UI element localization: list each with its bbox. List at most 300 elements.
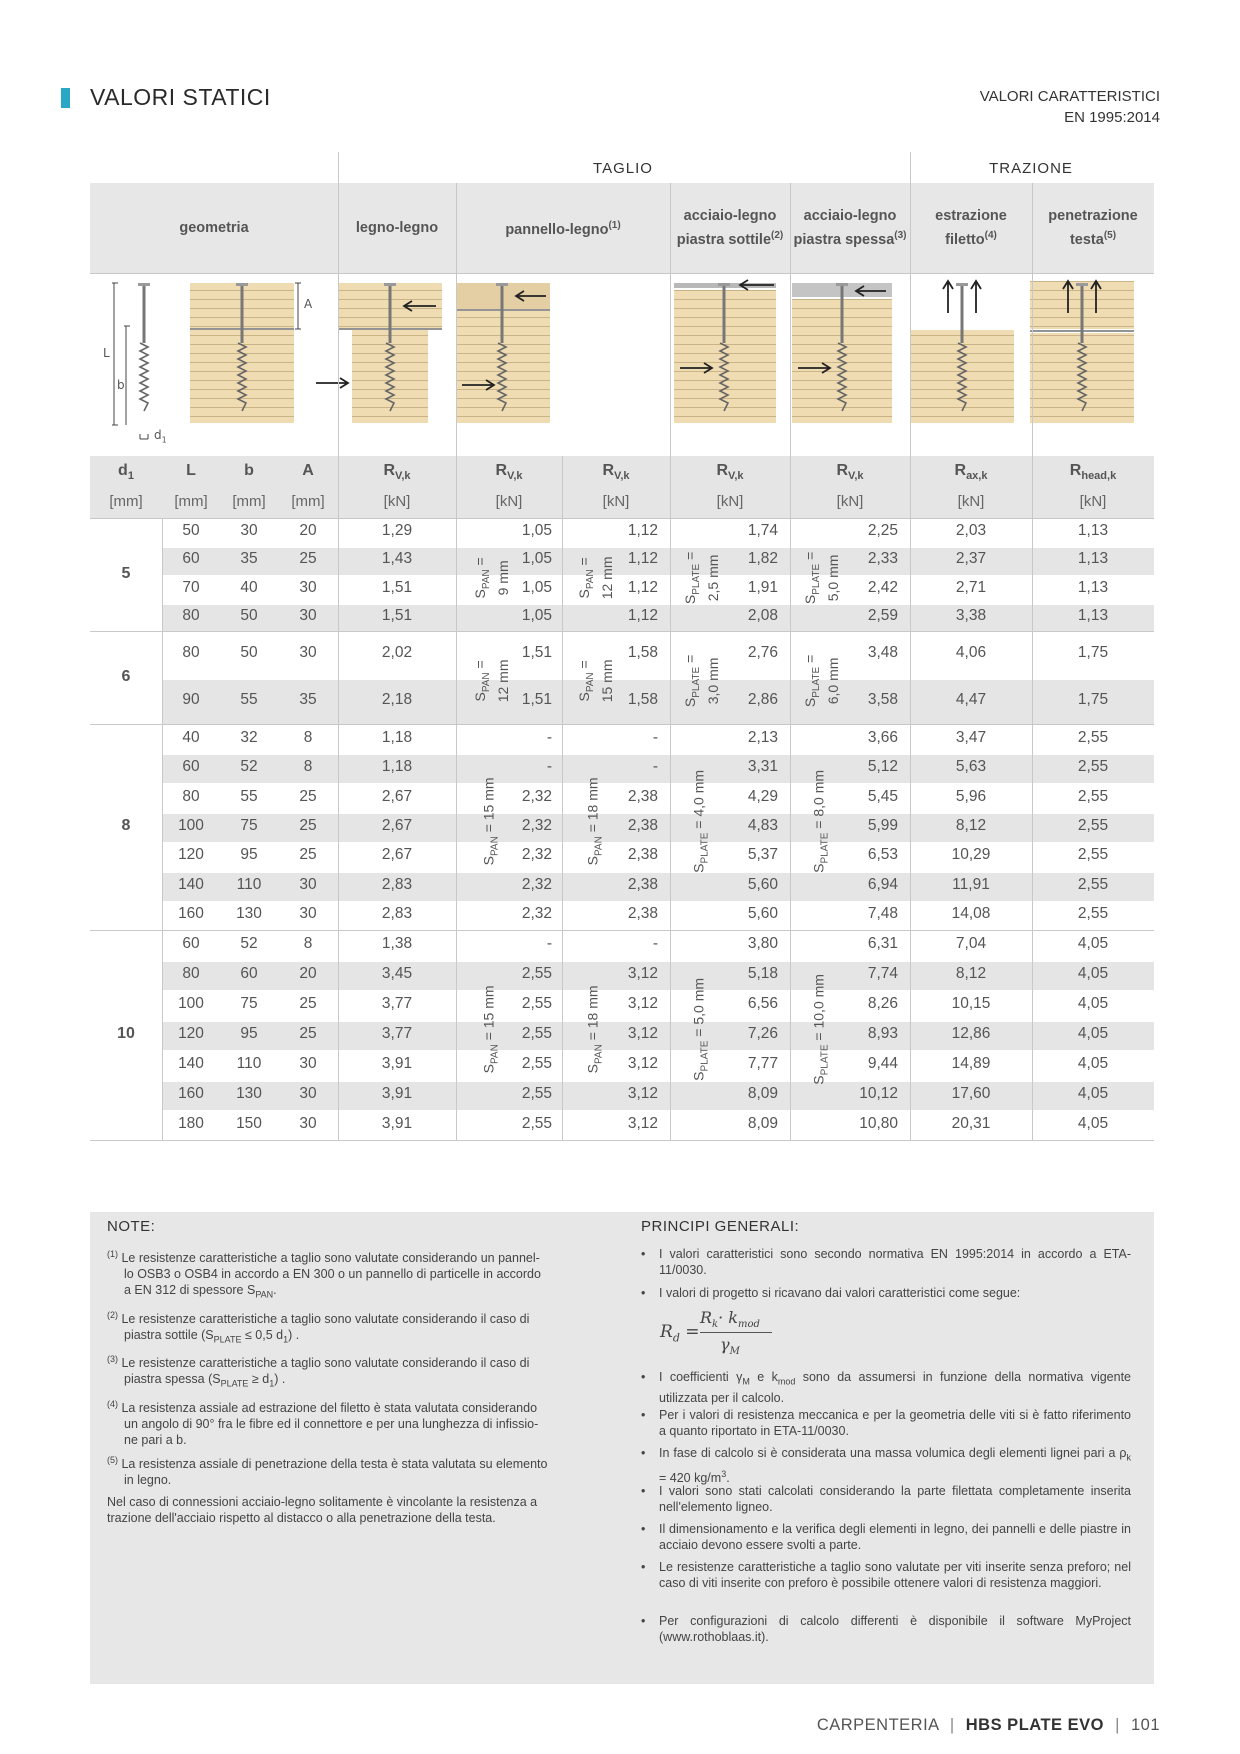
table-cell-A: 30 xyxy=(299,1085,317,1102)
table-cell-st: 7,77 xyxy=(747,1055,778,1072)
divider xyxy=(162,518,163,1140)
divider xyxy=(910,152,911,1140)
table-cell-rhead: 4,05 xyxy=(1077,1115,1109,1132)
wood-wood-diagram xyxy=(316,283,442,423)
table-cell-L: 80 xyxy=(182,606,200,624)
table-cell-b: 130 xyxy=(236,1085,262,1102)
table-cell-pw: - xyxy=(546,758,552,776)
table-cell-sp: 5,45 xyxy=(867,787,898,805)
diameter-value: 8 xyxy=(121,817,131,834)
table-cell-st: 2,86 xyxy=(747,690,778,708)
diameter-value: 6 xyxy=(121,667,131,685)
table-cell-st: 4,29 xyxy=(747,787,778,805)
table-cell-pw: 2,32 xyxy=(521,787,552,805)
diagram-label-a: A xyxy=(304,297,313,311)
footer-product: HBS PLATE EVO xyxy=(965,1716,1104,1734)
table-cell-rax: 11,91 xyxy=(952,875,990,893)
table-cell-L: 140 xyxy=(178,1055,204,1072)
table-cell-pw2: 1,12 xyxy=(627,606,658,624)
unit-l: [mm] xyxy=(174,493,208,510)
diagram-label-l: L xyxy=(103,346,110,360)
title-accent-bar xyxy=(61,88,70,108)
divider xyxy=(90,724,1154,725)
table-cell-b: 30 xyxy=(240,522,258,540)
table-cell-sp: 6,94 xyxy=(867,875,898,893)
table-cell-sp: 7,74 xyxy=(867,965,898,982)
table-cell-pw: - xyxy=(546,935,552,952)
table-cell-L: 70 xyxy=(182,578,200,596)
table-cell-pw2: 3,12 xyxy=(627,1025,658,1042)
table-cell-pw2: 2,38 xyxy=(627,846,658,864)
table-cell-pw: 2,55 xyxy=(521,1085,552,1102)
table-cell-rax: 20,31 xyxy=(951,1115,991,1132)
table-cell-st: 8,09 xyxy=(747,1115,778,1132)
table-cell-rhead: 4,05 xyxy=(1077,1055,1109,1072)
span-plate-label: $S_{PLATE} = 10,0$ mm xyxy=(810,974,831,1085)
table-cell-sp: 2,25 xyxy=(867,522,898,540)
table-cell-L: 90 xyxy=(182,690,200,708)
unit-ww: [kN] xyxy=(383,493,411,510)
table-cell-A: 8 xyxy=(303,935,313,952)
divider xyxy=(90,631,1154,632)
table-cell-b: 130 xyxy=(236,905,262,923)
table-cell-rhead: 1,13 xyxy=(1077,606,1109,624)
divider xyxy=(90,518,1154,519)
note-3: $^{(3)}$ Le resistenze caratteristiche a taglio sono valutate considerando il caso di piastra spessa $(S_{PLATE} \ge d_1)$ . xyxy=(107,1354,530,1389)
table-cell-A: 25 xyxy=(299,846,317,864)
unit-rax: [kN] xyxy=(957,493,985,510)
table-cell-st: 2,13 xyxy=(747,728,778,746)
table-cell-sp: 5,12 xyxy=(867,758,898,776)
table-cell-A: 25 xyxy=(299,1025,317,1042)
table-cell-pw2: 3,12 xyxy=(627,1085,658,1102)
table-cell-A: 30 xyxy=(299,875,317,893)
table-cell-b: 52 xyxy=(240,758,258,776)
principle-6: • I valori sono stati calcolati considerando la parte filettata completamente inserita nell'elemento ligneo. xyxy=(659,1483,1131,1515)
notes-list xyxy=(107,1246,597,1526)
table-cell-b: 75 xyxy=(240,995,258,1012)
page-title: VALORI STATICI xyxy=(90,84,271,110)
table-cell-L: 80 xyxy=(182,965,200,982)
principle-9: • Per configurazioni di calcolo differenti è disponibile il software MyProject (www.rothoblaas.it). xyxy=(659,1613,1131,1645)
table-cell-pw: 1,05 xyxy=(521,550,552,568)
sym-rvk-sp: $R_{V,k}$ xyxy=(836,462,864,483)
table-cell-b: 110 xyxy=(236,875,262,893)
table-cell-ww: 1,51 xyxy=(381,606,413,624)
table-cell-ww: 1,18 xyxy=(381,758,413,776)
divider xyxy=(338,152,339,1140)
principle-8: • Le resistenze caratteristiche a taglio sono valutate per viti inserite senza preforo; nel caso di viti inserite con preforo è possibile ottenere valori di resistenza maggiori. xyxy=(659,1559,1131,1591)
table-cell-rhead: 2,55 xyxy=(1077,905,1109,923)
table-cell-b: 60 xyxy=(240,965,258,982)
sym-rvk-st: $R_{V,k}$ xyxy=(716,462,744,483)
table-cell-L: 140 xyxy=(178,875,204,893)
table-cell-sp: 3,66 xyxy=(867,728,898,746)
table-cell-A: 20 xyxy=(299,965,317,982)
table-cell-pw: 2,32 xyxy=(521,905,552,923)
table-cell-st: 5,60 xyxy=(747,875,778,893)
principle-2: • I valori di progetto si ricavano dai valori caratteristici come segue: xyxy=(659,1285,1131,1301)
table-cell-pw: 1,51 xyxy=(521,690,552,708)
table-cell-st: 1,91 xyxy=(747,578,778,596)
design-formula: $R_d$ = $R_k\cdot k_{mod}$ $\gamma_M$ xyxy=(660,1306,820,1358)
standard-line-2: EN 1995:2014 xyxy=(1064,109,1160,126)
table-cell-rax: 17,60 xyxy=(951,1085,991,1102)
table-cell-st: 5,37 xyxy=(747,846,778,864)
sym-d1: $d_1$ xyxy=(118,462,134,483)
divider xyxy=(1032,183,1033,1140)
table-cell-pw: 2,55 xyxy=(521,965,552,982)
table-cell-sp: 6,31 xyxy=(867,935,898,952)
table-cell-sp: 2,59 xyxy=(867,606,898,624)
table-cell-A: 30 xyxy=(299,1055,317,1072)
divider xyxy=(790,183,791,1140)
span-pan-label: $S_{PAN} = 18$ mm xyxy=(584,777,605,866)
divider xyxy=(562,456,563,1140)
table-cell-rhead: 1,75 xyxy=(1077,690,1109,708)
table-cell-pw: 1,05 xyxy=(521,578,552,596)
table-cell-A: 30 xyxy=(299,905,317,923)
table-cell-pw: 2,32 xyxy=(521,875,552,893)
note-5: $^{(5)}$ La resistenza assiale di penetrazione della testa è stata valutata su elemento in legno. xyxy=(107,1455,548,1488)
table-cell-L: 160 xyxy=(178,1085,204,1102)
table-cell-A: 25 xyxy=(299,550,317,568)
table-cell-ww: 1,51 xyxy=(381,578,413,596)
table-cell-rhead: 2,55 xyxy=(1077,728,1109,746)
table-cell-rax: 2,37 xyxy=(955,550,987,568)
table-cell-rax: 8,12 xyxy=(955,817,987,834)
table-cell-L: 50 xyxy=(182,522,200,540)
page-number: 101 xyxy=(1130,1716,1160,1734)
table-cell-rhead: 1,13 xyxy=(1077,550,1109,568)
table-cell-ww: 3,45 xyxy=(381,965,413,982)
table-cell-rax: 10,15 xyxy=(951,995,991,1012)
col-head-steel-thin: acciaio-legno piastra sottile$^{(2)}$ xyxy=(676,207,784,248)
table-cell-ww: 1,18 xyxy=(381,728,413,746)
table-cell-L: 180 xyxy=(178,1115,204,1132)
unit-pw1: [kN] xyxy=(495,493,523,510)
panel-wood-diagram xyxy=(456,283,550,423)
table-cell-rax: 5,96 xyxy=(955,787,987,805)
table-cell-pw: 1,05 xyxy=(521,522,552,540)
table-cell-pw2: 2,38 xyxy=(627,817,658,834)
footer-section: CARPENTERIA xyxy=(816,1716,939,1734)
table-cell-st: 2,76 xyxy=(747,644,778,662)
unit-sp: [kN] xyxy=(836,493,864,510)
table-cell-L: 120 xyxy=(178,846,204,864)
table-cell-A: 25 xyxy=(299,787,317,805)
col-head-panel-wood: pannello-legno$^{(1)}$ xyxy=(505,220,621,238)
table-cell-A: 25 xyxy=(299,995,317,1012)
span-pan-label: $S_{PAN}$ = 9 mm xyxy=(472,556,511,599)
table-cell-st: 3,80 xyxy=(747,935,778,952)
standard-line-1: VALORI CARATTERISTICI xyxy=(979,88,1160,105)
table-cell-pw2: 2,38 xyxy=(627,787,658,805)
principle-4: • Per i valori di resistenza meccanica e per la geometria delle viti si è fatto riferimento a quanto riportato in ETA-11/0030. xyxy=(659,1407,1131,1439)
table-cell-rax: 4,06 xyxy=(955,644,987,662)
table-cell-sp: 7,48 xyxy=(867,905,898,923)
span-plate-label: $S_{PLATE}$ = 6,0 mm xyxy=(802,654,841,707)
steel-thin-plate-diagram xyxy=(674,280,776,423)
table-cell-pw2: - xyxy=(652,728,658,746)
sym-rvk-ww: $R_{V,k}$ xyxy=(383,462,411,483)
principle-3: • I coefficienti $\gamma_M$ e $k_{mod}$ sono da assumersi in funzione della normativa vigente utilizzata per il calcolo. xyxy=(659,1369,1131,1406)
table-cell-ww: 2,02 xyxy=(381,644,413,662)
pullthrough-diagram xyxy=(1030,281,1134,423)
table-cell-pw2: 1,12 xyxy=(627,578,658,596)
table-cell-pw: 1,51 xyxy=(521,644,552,662)
divider xyxy=(456,183,457,1140)
table-cell-b: 52 xyxy=(240,935,258,952)
table-cell-b: 50 xyxy=(240,644,258,662)
table-cell-A: 25 xyxy=(299,817,317,834)
table-cell-rax: 10,29 xyxy=(951,846,991,864)
table-cell-A: 30 xyxy=(299,578,317,596)
table-cell-ww: 2,67 xyxy=(381,817,413,834)
span-pan-label: $S_{PAN} = 18$ mm xyxy=(584,985,605,1074)
category-tension: TRAZIONE xyxy=(989,160,1073,177)
table-cell-rhead: 2,55 xyxy=(1077,875,1109,893)
sym-rvk-pw1: $R_{V,k}$ xyxy=(495,462,523,483)
table-cell-pw2: - xyxy=(652,935,658,952)
table-cell-pw: 2,55 xyxy=(521,1115,552,1132)
table-cell-pw: 2,55 xyxy=(521,1025,552,1042)
table-cell-rax: 14,89 xyxy=(951,1055,991,1072)
table-cell-sp: 2,33 xyxy=(867,550,898,568)
diagram-label-d1: $d_1$ xyxy=(154,428,167,445)
table-cell-pw2: 3,12 xyxy=(627,1055,658,1072)
footer-separator: | xyxy=(1115,1716,1120,1734)
principle-5: • In fase di calcolo si è considerata una massa volumica degli elementi lignei pari a $\rho_k = 420$ $kg/m^3$. xyxy=(659,1445,1131,1486)
diameter-value: 5 xyxy=(121,564,131,582)
sym-a: A xyxy=(302,462,314,479)
table-cell-b: 35 xyxy=(240,550,258,568)
span-pan-label: $S_{PAN}$ = 15 mm xyxy=(576,659,615,702)
table-cell-ww: 1,38 xyxy=(381,935,413,952)
table-cell-pw2: 2,38 xyxy=(627,905,658,923)
table-cell-L: 100 xyxy=(178,995,204,1012)
divider xyxy=(90,273,1154,274)
table-cell-ww: 2,83 xyxy=(381,875,413,893)
table-cell-pw2: 3,12 xyxy=(627,1115,658,1132)
configuration-diagrams xyxy=(90,273,1154,453)
table-cell-pw2: 1,58 xyxy=(627,644,658,662)
table-cell-st: 6,56 xyxy=(747,995,778,1012)
span-pan-label: $S_{PAN}$ = 12 mm xyxy=(576,556,615,599)
table-cell-sp: 5,99 xyxy=(867,817,898,834)
table-cell-ww: 3,77 xyxy=(381,1025,413,1042)
table-cell-ww: 2,67 xyxy=(381,787,413,805)
span-plate-label: $S_{PLATE}$ = 3,0 mm xyxy=(682,654,721,707)
table-cell-st: 7,26 xyxy=(747,1025,778,1042)
table-cell-rhead: 1,75 xyxy=(1077,644,1109,662)
table-cell-rax: 2,71 xyxy=(955,578,987,596)
table-cell-rhead: 2,55 xyxy=(1077,758,1109,776)
table-cell-rhead: 4,05 xyxy=(1077,1085,1109,1102)
divider xyxy=(90,1140,1154,1141)
note-4: $^{(4)}$ La resistenza assiale ad estrazione del filetto è stata valutata considerando un angolo di 90° fra le fibre ed il connettore e per una lunghezza di infissio- ne pari a b. xyxy=(107,1398,539,1448)
table-cell-b: 55 xyxy=(240,690,258,708)
sym-l: L xyxy=(186,462,196,479)
table-cell-sp: 3,48 xyxy=(867,644,898,662)
table-cell-pw2: 3,12 xyxy=(627,965,658,982)
table-cell-rhead: 2,55 xyxy=(1077,846,1109,864)
table-cell-b: 40 xyxy=(240,578,258,596)
table-cell-A: 8 xyxy=(303,758,313,776)
table-cell-A: 30 xyxy=(299,606,317,624)
diagram-label-b: b xyxy=(117,378,125,392)
table-cell-rhead: 4,05 xyxy=(1077,965,1109,982)
table-cell-rhead: 1,13 xyxy=(1077,578,1109,596)
table-cell-b: 32 xyxy=(240,728,258,746)
table-cell-pw: 2,32 xyxy=(521,817,552,834)
sym-rheadk: $R_{head,k}$ xyxy=(1069,462,1117,483)
table-cell-rax: 2,03 xyxy=(955,522,987,540)
table-cell-pw: - xyxy=(546,728,552,746)
table-cell-st: 3,31 xyxy=(747,758,778,776)
table-cell-L: 160 xyxy=(178,905,204,923)
table-cell-ww: 1,43 xyxy=(381,550,413,568)
table-cell-ww: 2,67 xyxy=(381,846,413,864)
table-cell-rax: 14,08 xyxy=(951,905,991,923)
steel-thick-plate-diagram xyxy=(792,283,892,423)
table-cell-sp: 8,26 xyxy=(867,995,898,1012)
sym-raxk: $R_{ax,k}$ xyxy=(954,462,988,483)
principles-title: PRINCIPI GENERALI: xyxy=(641,1218,800,1235)
withdrawal-diagram xyxy=(910,281,1014,423)
span-plate-label: $S_{PLATE}$ = 5,0 mm xyxy=(802,551,841,604)
table-cell-rax: 3,38 xyxy=(955,606,987,624)
divider xyxy=(670,183,671,1140)
standard-reference xyxy=(980,86,1160,128)
table-cell-b: 150 xyxy=(236,1115,262,1132)
col-head-geometry: geometria xyxy=(179,219,249,236)
table-cell-rhead: 2,55 xyxy=(1077,787,1109,805)
unit-b: [mm] xyxy=(232,493,266,510)
table-cell-ww: 1,29 xyxy=(381,522,413,540)
table-cell-pw2: 3,12 xyxy=(627,995,658,1012)
table-cell-L: 100 xyxy=(178,817,204,834)
table-cell-st: 4,83 xyxy=(747,817,778,834)
unit-rhead: [kN] xyxy=(1079,493,1107,510)
table-cell-b: 55 xyxy=(240,787,258,805)
table-cell-pw2: 2,38 xyxy=(627,875,658,893)
sym-rvk-pw2: $R_{V,k}$ xyxy=(602,462,630,483)
table-cell-sp: 8,93 xyxy=(867,1025,898,1042)
table-cell-rhead: 4,05 xyxy=(1077,1025,1109,1042)
divider xyxy=(90,930,1154,931)
table-cell-b: 50 xyxy=(240,606,258,624)
table-cell-pw2: - xyxy=(652,758,658,776)
table-cell-sp: 2,42 xyxy=(867,578,898,596)
table-cell-b: 95 xyxy=(240,846,258,864)
table-cell-pw2: 1,12 xyxy=(627,550,658,568)
span-plate-label: $S_{PLATE}$ = 2,5 mm xyxy=(682,551,721,604)
table-cell-b: 75 xyxy=(240,817,258,834)
unit-st: [kN] xyxy=(716,493,744,510)
table-cell-L: 120 xyxy=(178,1025,204,1042)
unit-d1: [mm] xyxy=(109,493,143,510)
unit-a: [mm] xyxy=(291,493,325,510)
table-cell-A: 8 xyxy=(303,728,313,746)
note-6: Nel caso di connessioni acciaio-legno solitamente è vincolante la resistenza a trazione dell'acciaio rispetto al distacco o alla penetrazione della testa. xyxy=(107,1495,538,1526)
diameter-value: 10 xyxy=(117,1025,135,1042)
table-cell-rax: 3,47 xyxy=(955,728,987,746)
table-cell-L: 60 xyxy=(182,758,200,776)
table-cell-rhead: 2,55 xyxy=(1077,817,1109,834)
table-cell-L: 80 xyxy=(182,787,200,805)
notes-title: NOTE: xyxy=(107,1218,156,1235)
note-2: $^{(2)}$ Le resistenze caratteristiche a taglio sono valutate considerando il caso di piastra sottile ($S_{PLATE} \le 0,5$ $d_1$) . xyxy=(107,1309,530,1345)
span-plate-label: $S_{PLATE} = 4,0$ mm xyxy=(690,769,711,873)
span-plate-label: $S_{PLATE} = 8,0$ mm xyxy=(810,769,831,873)
note-1: $^{(1)}$ Le resistenze caratteristiche a taglio sono valutate considerando un pannel- lo OSB3 o OSB4 in accordo a EN 300 o un pannello di particelle in accordo a EN 312 di spessore $S_{PAN}$. xyxy=(107,1249,541,1300)
table-cell-rhead: 1,13 xyxy=(1077,522,1109,540)
unit-pw2: [kN] xyxy=(602,493,630,510)
table-cell-pw: 1,05 xyxy=(521,606,552,624)
col-head-pullthrough: penetrazione testa$^{(5)}$ xyxy=(1048,207,1138,248)
table-cell-st: 1,74 xyxy=(747,522,778,540)
col-head-steel-thick: acciaio-legno piastra spessa$^{(3)}$ xyxy=(793,207,907,248)
table-cell-pw: 2,55 xyxy=(521,995,552,1012)
table-cell-rax: 12,86 xyxy=(951,1025,991,1042)
table-cell-L: 60 xyxy=(182,550,200,568)
table-cell-pw: 2,55 xyxy=(521,1055,552,1072)
table-cell-A: 30 xyxy=(299,644,317,662)
table-cell-st: 1,82 xyxy=(747,550,778,568)
table-cell-sp: 10,12 xyxy=(859,1085,898,1102)
table-cell-st: 5,60 xyxy=(747,905,778,923)
table-cell-pw2: 1,12 xyxy=(627,522,658,540)
table-cell-L: 60 xyxy=(182,935,200,952)
table-cell-st: 2,08 xyxy=(747,606,778,624)
table-cell-sp: 6,53 xyxy=(867,846,898,864)
geometry-diagram xyxy=(112,283,301,439)
table-cell-rhead: 4,05 xyxy=(1077,995,1109,1012)
table-cell-ww: 3,77 xyxy=(381,995,413,1012)
table-cell-ww: 3,91 xyxy=(381,1055,413,1072)
span-plate-label: $S_{PLATE} = 5,0$ mm xyxy=(690,977,711,1081)
table-cell-b: 95 xyxy=(240,1025,258,1042)
table-cell-A: 20 xyxy=(299,522,317,540)
table-cell-rax: 8,12 xyxy=(955,965,987,982)
span-pan-label: $S_{PAN} = 15$ mm xyxy=(480,985,501,1074)
col-head-wood-wood: legno-legno xyxy=(355,219,439,236)
table-cell-rhead: 4,05 xyxy=(1077,935,1109,952)
sym-b: b xyxy=(244,462,254,479)
table-cell-ww: 2,83 xyxy=(381,905,413,923)
footer-separator: | xyxy=(949,1716,955,1734)
table-cell-rax: 5,63 xyxy=(955,758,987,776)
table-cell-L: 40 xyxy=(182,728,200,746)
span-pan-label: $S_{PAN} = 15$ mm xyxy=(480,777,501,866)
table-cell-rax: 7,04 xyxy=(955,935,987,952)
col-head-withdrawal: estrazione filetto$^{(4)}$ xyxy=(935,207,1007,248)
table-cell-st: 5,18 xyxy=(747,965,778,982)
principle-7: • Il dimensionamento e la verifica degli elementi in legno, dei pannelli e delle piastre in acciaio devono essere svolti a parte. xyxy=(659,1521,1131,1553)
table-cell-sp: 3,58 xyxy=(867,690,898,708)
table-cell-b: 110 xyxy=(236,1055,262,1072)
table-cell-ww: 2,18 xyxy=(381,690,413,708)
principle-1: • I valori caratteristici sono secondo normativa EN 1995:2014 in accordo a ETA-11/0030. xyxy=(659,1246,1131,1278)
table-cell-ww: 3,91 xyxy=(381,1085,413,1102)
table-cell-st: 8,09 xyxy=(747,1085,778,1102)
table-cell-A: 35 xyxy=(299,690,317,708)
table-cell-rax: 4,47 xyxy=(955,690,987,708)
table-cell-sp: 10,80 xyxy=(859,1115,898,1132)
table-cell-A: 30 xyxy=(299,1115,317,1132)
table-cell-ww: 3,91 xyxy=(381,1115,413,1132)
